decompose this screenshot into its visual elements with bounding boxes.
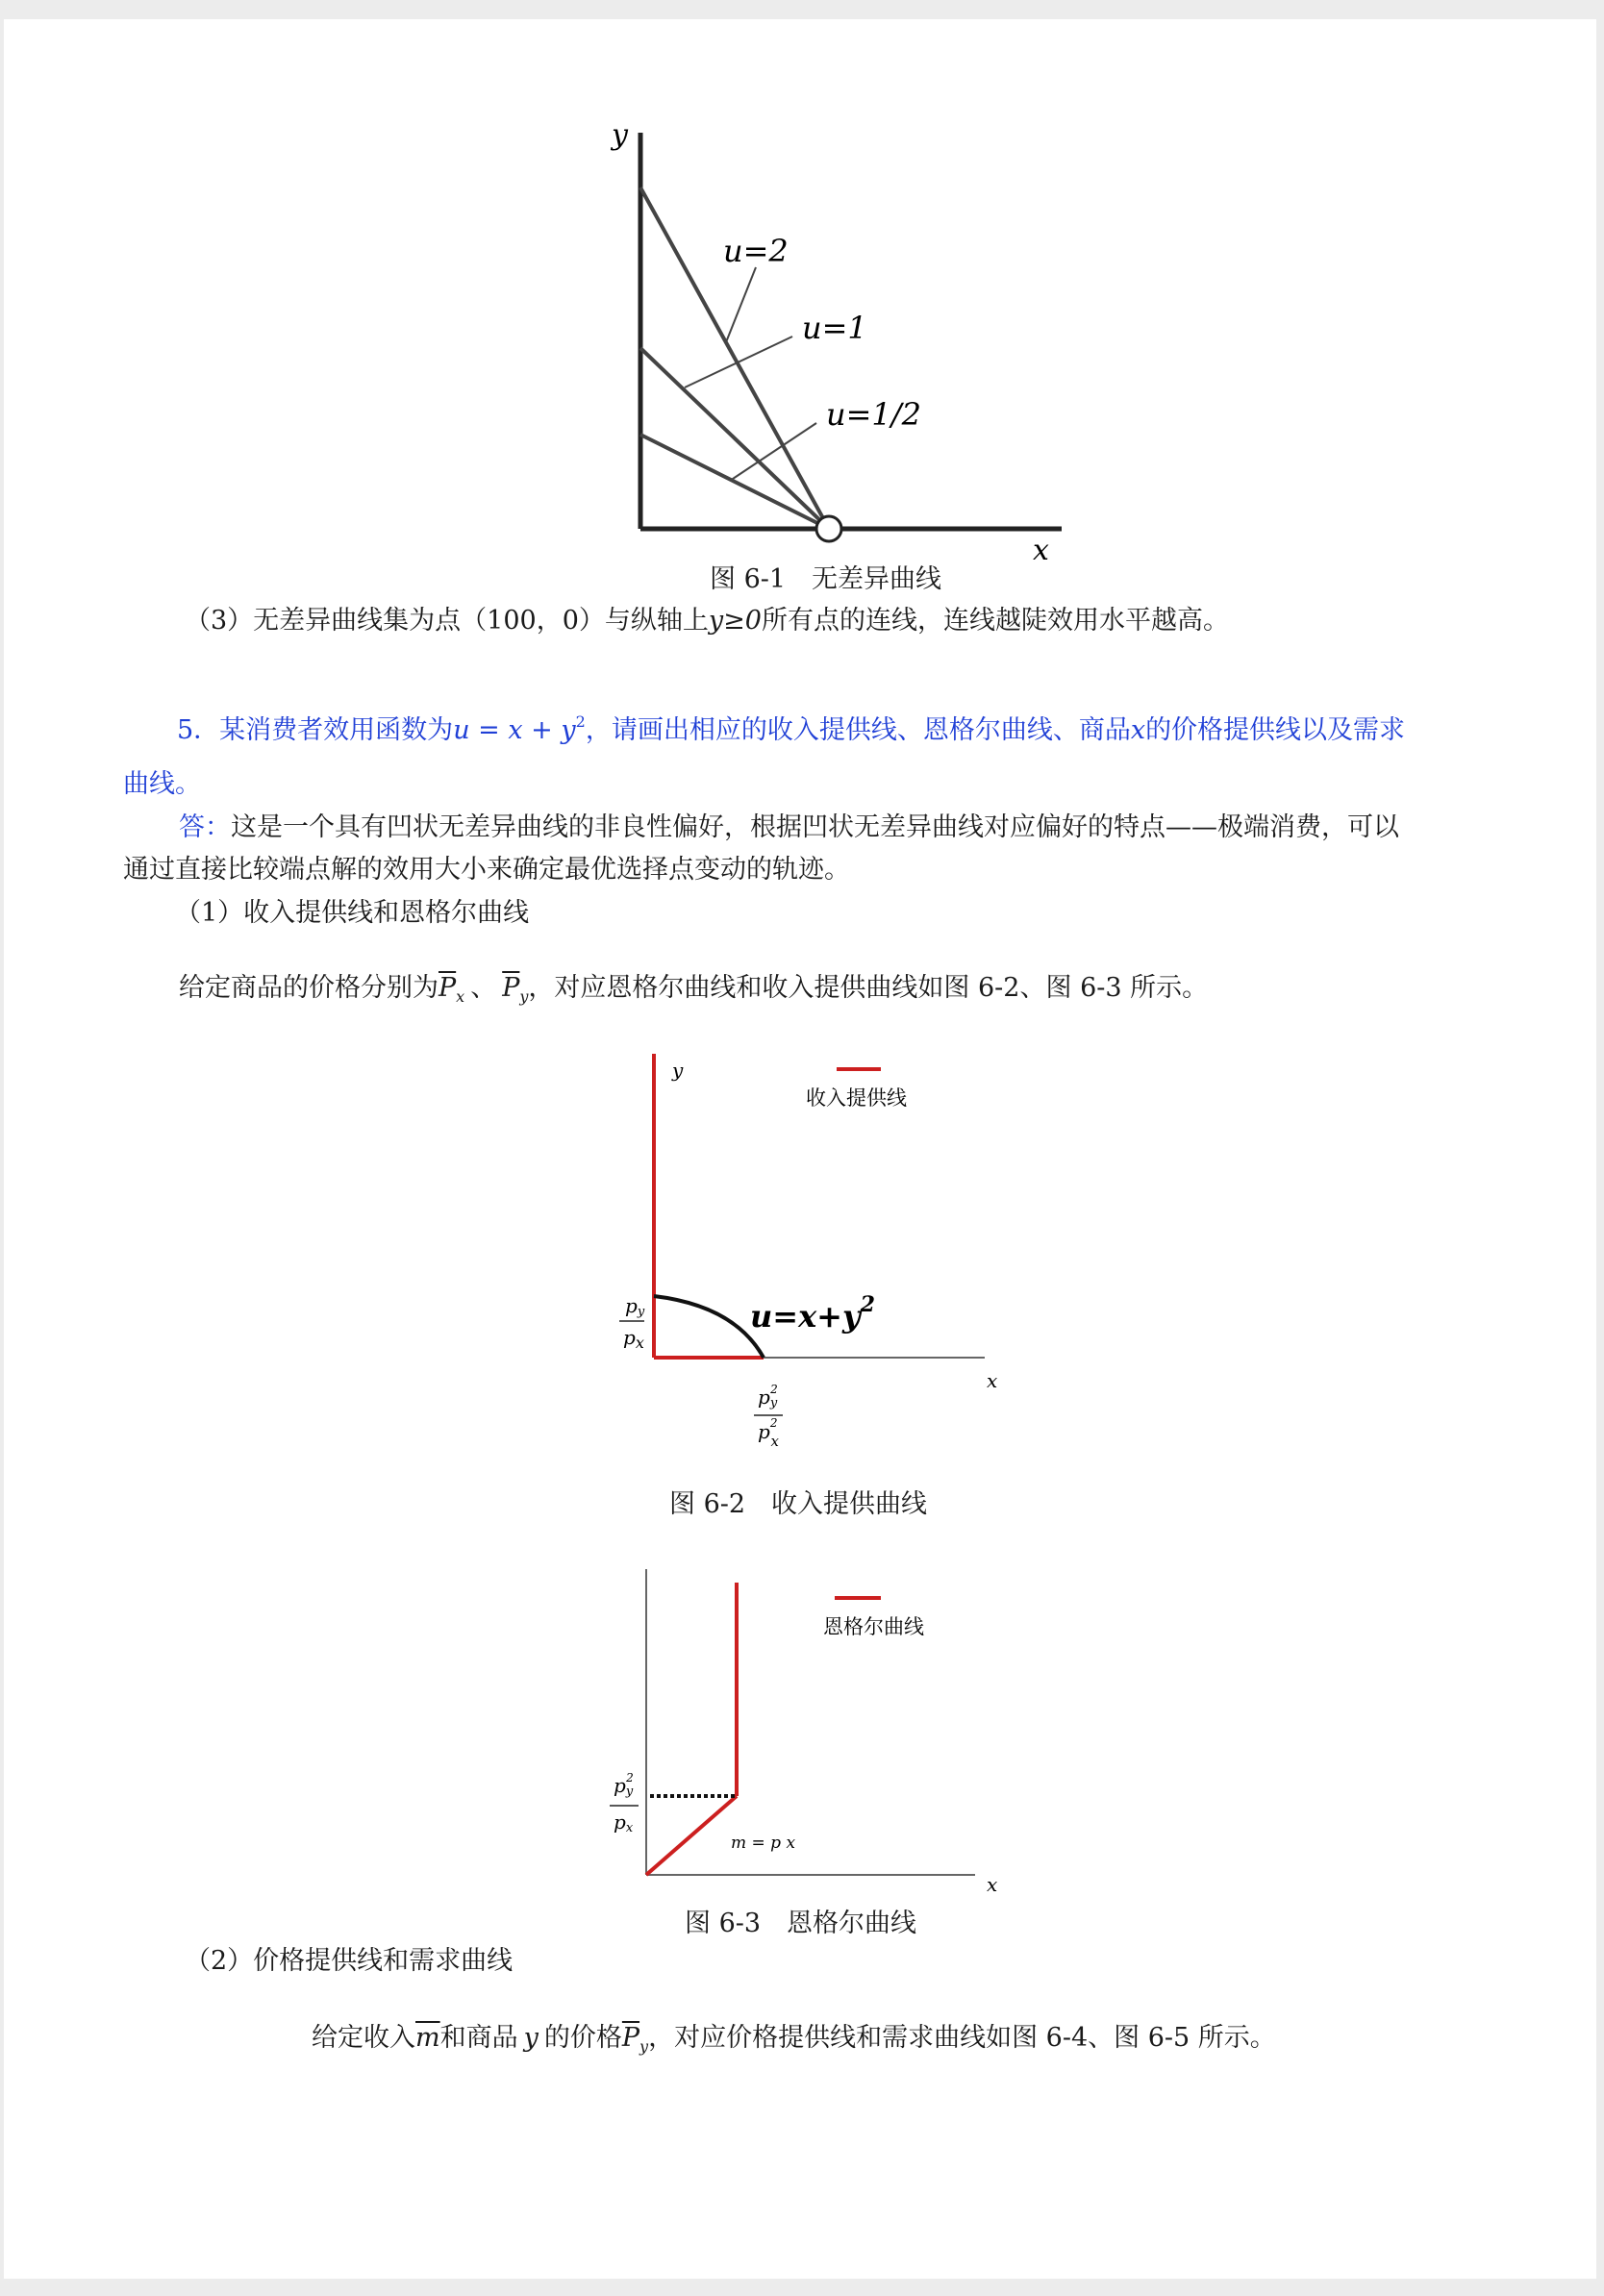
fig3-ytick-den (614, 1810, 634, 1835)
section2-title: （2）价格提供线和需求曲线 (185, 1946, 514, 1976)
fig2-xtick-den (758, 1416, 779, 1450)
fig3-line-label: m = p x (731, 1834, 796, 1853)
para-prices (179, 971, 1208, 1014)
price-py: $\overline{P}$ (502, 973, 520, 1003)
q5-text-a: 5．某消费者效用函数为 (177, 715, 454, 745)
fig1-origin-point (816, 516, 841, 541)
fig1-label-uhalf: u=1/2 (826, 396, 921, 433)
fig2-curve-label (750, 1292, 875, 1335)
document-page (4, 19, 1596, 2279)
figure-6-3 (600, 1548, 1004, 1894)
fig3-ytick-num-sup: 2 (626, 1771, 634, 1784)
fig1-label-u2: u=2 (723, 233, 789, 269)
question-5 (177, 705, 1405, 748)
figure-6-2 (600, 1038, 1004, 1481)
para3-math: y≥0 (708, 606, 762, 636)
income-text-c: 的价格 (543, 2023, 622, 2053)
fig2-xtick-den-sub: x (770, 1433, 779, 1450)
fig2-y-label: y (672, 1059, 684, 1082)
prices-text-a: 给定商品的价格分别为 (179, 973, 439, 1003)
q5-math-rest: = x + y (469, 715, 576, 745)
fig1-line-uhalf (640, 435, 829, 529)
para3 (185, 604, 1229, 638)
fig2-indifference-curve (654, 1296, 764, 1358)
fig2-ytick-num-text: p (625, 1294, 638, 1317)
income-py: $\overline{P}$ (621, 2023, 640, 2053)
price-px-sub: x (456, 987, 465, 1006)
income-text-b: 和商品 (439, 2023, 518, 2053)
price-py-sub: y (519, 987, 529, 1006)
section1-title: （1）收入提供线和恩格尔曲线 (175, 898, 530, 928)
q5-math-u: u (453, 715, 470, 745)
fig2-xtick-den-sup: 2 (769, 1416, 778, 1430)
fig1-x-label: x (1033, 534, 1049, 567)
fig3-engel-diagonal (646, 1796, 737, 1875)
fig3-ytick-den-sub: x (625, 1821, 634, 1835)
fig2-curve-label-sup: 2 (860, 1292, 875, 1317)
fig3-caption: 图 6-3 恩格尔曲线 (685, 1909, 917, 1938)
fig3-ytick-num (614, 1771, 634, 1799)
fig1-y-label: y (612, 118, 628, 152)
answer-line1 (179, 811, 1399, 845)
price-px: $\overline{P}$ (439, 973, 457, 1003)
question-5-line2: 曲线。 (123, 769, 201, 799)
fig2-caption: 图 6-2 收入提供曲线 (669, 1489, 928, 1519)
income-py-sub: y (639, 2037, 649, 2056)
fig1-label-u1: u=1 (802, 310, 867, 346)
fig1-line-u1 (640, 348, 829, 529)
fig1-pointer-u1 (685, 337, 792, 387)
fig2-ytick-den-sub: x (635, 1334, 644, 1352)
fig2-ytick-den (623, 1326, 644, 1352)
fig3-legend-label: 恩格尔曲线 (823, 1615, 924, 1638)
fig2-xtick-num-sup: 2 (770, 1383, 778, 1396)
fig3-ytick-num-sub: y (625, 1784, 634, 1799)
answer-label: 答： (179, 812, 231, 842)
fig3-ytick-num-text: p (614, 1774, 626, 1797)
fig3-x-label: x (987, 1873, 998, 1894)
fig2-ytick-den-text: p (623, 1326, 636, 1349)
fig2-curve-label-text: u=x+y (750, 1298, 861, 1335)
q5-math-sup: 2 (575, 712, 586, 731)
answer-line2: 通过直接比较端点解的效用大小来确定最优选择点变动的轨迹。 (123, 855, 850, 885)
fig1-caption: 图 6-1 无差异曲线 (710, 564, 942, 594)
fig2-x-label: x (987, 1369, 998, 1392)
fig2-xtick-den-text: p (758, 1420, 770, 1443)
fig2-legend-label: 收入提供线 (806, 1086, 907, 1110)
q5-text-b: ，请画出相应的收入提供线、恩格尔曲线、商品 (585, 715, 1131, 745)
para3-text-a: （3）无差异曲线集为点（100，0）与纵轴上 (185, 606, 709, 636)
para3-text-b: 所有点的连线，连线越陡效用水平越高。 (761, 606, 1229, 636)
fig2-ytick-num (625, 1294, 645, 1319)
answer-text-1: 这是一个具有凹状无差异曲线的非良性偏好，根据凹状无差异曲线对应偏好的特点——极端消费，可以 (231, 812, 1399, 842)
fig2-xtick-num (758, 1383, 778, 1410)
income-y: y (523, 2023, 539, 2053)
income-text-d: ，对应价格提供线和需求曲线如图 6-4、图 6-5 所示。 (648, 2023, 1276, 2053)
prices-sep: 、 (470, 973, 497, 1003)
income-m: $\overline{m}$ (415, 2023, 440, 2053)
fig3-ytick-den-text: p (614, 1810, 626, 1834)
fig2-xtick-num-sub: y (769, 1396, 778, 1410)
q5-text-c: 的价格提供线以及需求 (1145, 715, 1406, 745)
figure-6-1 (581, 96, 1081, 567)
income-text-a: 给定收入 (312, 2023, 415, 2053)
q5-math-x: x (1130, 715, 1146, 745)
fig2-xtick-num-text: p (758, 1385, 770, 1409)
fig2-ytick-num-sub: y (637, 1305, 645, 1319)
fig1-pointer-u2 (726, 267, 756, 342)
prices-text-b: ，对应恩格尔曲线和收入提供曲线如图 6-2、图 6-3 所示。 (528, 973, 1209, 1003)
para-income (312, 2021, 1276, 2064)
